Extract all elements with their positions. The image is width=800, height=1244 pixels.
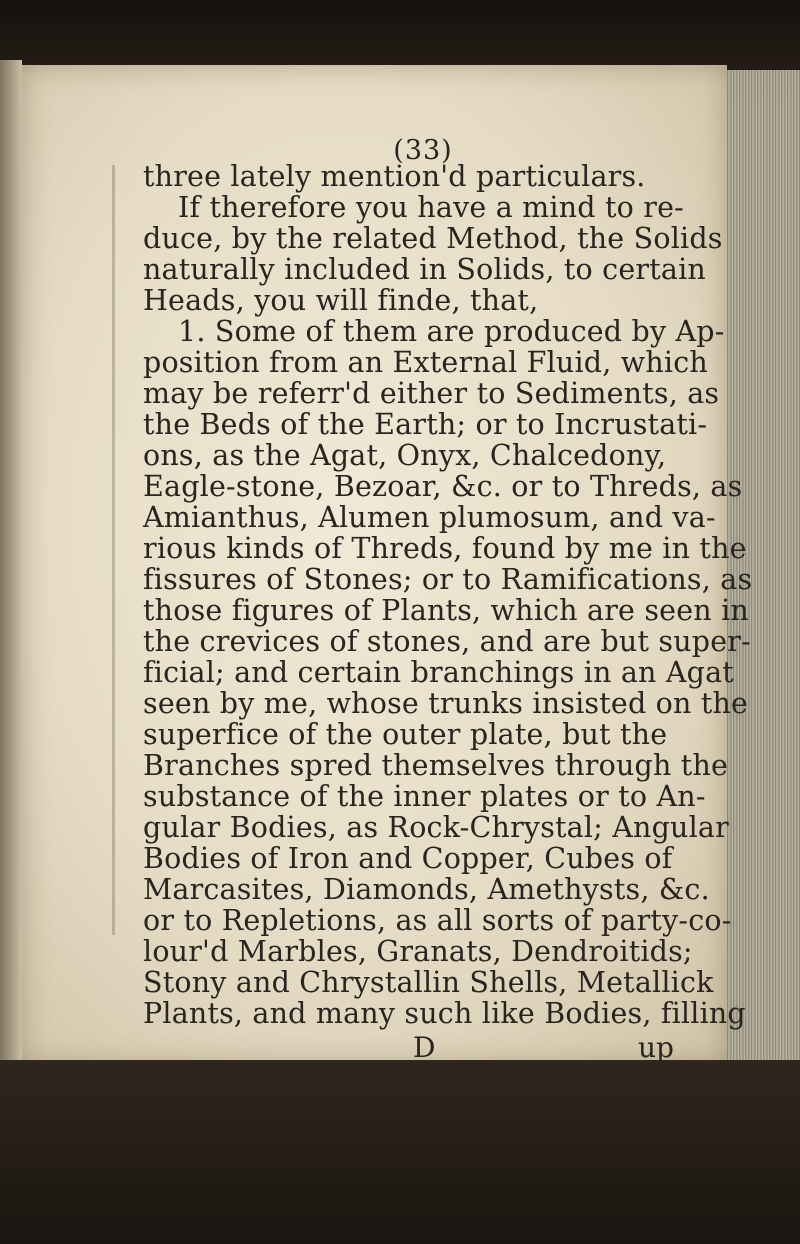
text-line: position from an External Fluid, which: [143, 346, 708, 379]
text-line: ons, as the Agat, Onyx, Chalcedony,: [143, 439, 667, 472]
text-line: fissures of Stones; or to Ramifications, as: [143, 563, 753, 596]
text-line: Plants, and many such like Bodies, filling: [143, 997, 746, 1030]
text-line: rious kinds of Threds, found by me in the: [143, 532, 747, 565]
text-line: the Beds of the Earth; or to Incrustati-: [143, 408, 708, 441]
text-line: three lately mention'd particulars.: [143, 160, 646, 193]
text-line: seen by me, whose trunks insisted on the: [143, 687, 749, 720]
text-line: superfice of the outer plate, but the: [143, 718, 668, 751]
text-line: Heads, you will finde, that,: [143, 284, 539, 317]
page-number: (33): [393, 135, 453, 166]
text-line: substance of the inner plates or to An-: [143, 780, 706, 813]
text-line: Branches spred themselves through the: [143, 749, 729, 782]
text-line: If therefore you have a mind to re-: [178, 191, 684, 224]
text-line: Amianthus, Alumen plumosum, and va-: [143, 501, 716, 534]
text-line: or to Repletions, as all sorts of party-co-: [143, 904, 732, 937]
text-line: Eagle-stone, Bezoar, &c. or to Threds, as: [143, 470, 743, 503]
catchword: up: [638, 1031, 674, 1064]
text-line: 1. Some of them are produced by Ap-: [178, 315, 725, 348]
bottom-background: [0, 1060, 800, 1244]
text-line: gular Bodies, as Rock-Chrystal; Angular: [143, 811, 729, 844]
facing-page-text-fragment: [2, 210, 18, 1110]
text-line: duce, by the related Method, the Solids: [143, 222, 723, 255]
text-line: naturally included in Solids, to certain: [143, 253, 706, 286]
text-line: Marcasites, Diamonds, Amethysts, &c.: [143, 873, 710, 906]
binding-shadow: [112, 165, 115, 935]
text-line: lour'd Marbles, Granats, Dendroitids;: [143, 935, 693, 968]
left-page-edge: [0, 60, 22, 1060]
text-line: Stony and Chrystallin Shells, Metallick: [143, 966, 714, 999]
text-line: Bodies of Iron and Copper, Cubes of: [143, 842, 673, 875]
text-line: those figures of Plants, which are seen in: [143, 594, 749, 627]
text-line: the crevices of stones, and are but super-: [143, 625, 751, 658]
text-line: may be referr'd either to Sediments, as: [143, 377, 720, 410]
signature-mark: D: [413, 1031, 436, 1064]
text-line: ficial; and certain branchings in an Agat: [143, 656, 734, 689]
